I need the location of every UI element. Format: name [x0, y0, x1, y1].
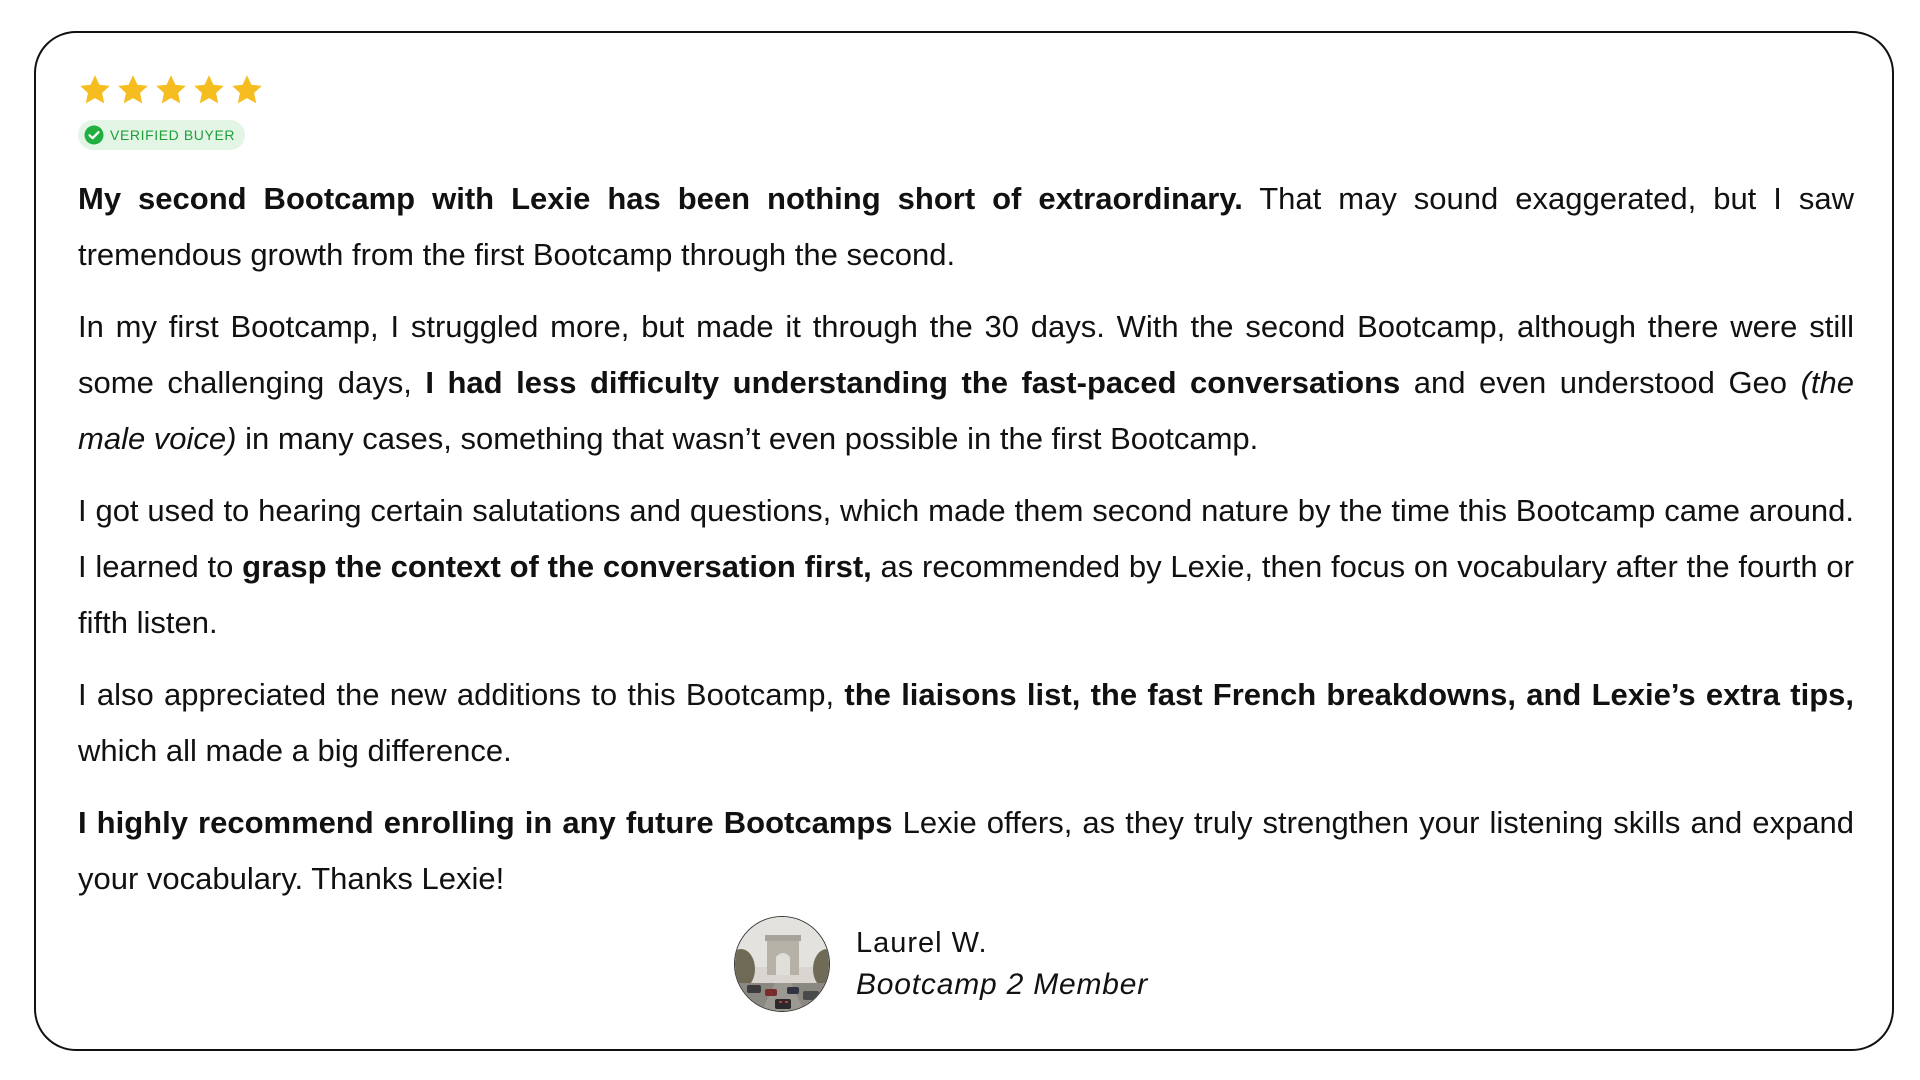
- review-text-segment: Lexie offers, as they truly strengthen your listening skills and expand your vocabulary. Thanks Lexie!: [78, 805, 1854, 896]
- arc-de-triomphe-photo: [735, 917, 830, 1012]
- review-text: [78, 171, 1854, 923]
- review-text-segment: In my first Bootcamp, I struggled more, but made it through the 30 days. With the second Bootcamp, although there were still some challenging days,: [78, 309, 1854, 400]
- review-paragraph: [78, 483, 1854, 651]
- review-text-segment: I had less difficulty understanding the fast-paced conversations: [425, 365, 1401, 400]
- review-text-segment: I also appreciated the new additions to this Bootcamp,: [78, 677, 845, 712]
- review-paragraph: [78, 171, 1854, 283]
- review-text-segment: in many cases, something that wasn’t even possible in the first Bootcamp.: [236, 421, 1259, 456]
- review-text-segment: I highly recommend enrolling in any future Bootcamps: [78, 805, 893, 840]
- review-paragraph: [78, 667, 1854, 779]
- review-text-segment: grasp the context of the conversation first,: [242, 549, 872, 584]
- author-block: [734, 916, 1148, 1012]
- review-text-segment: which all made a big difference.: [78, 733, 512, 768]
- review-text-segment: (the male voice): [78, 365, 1854, 456]
- review-text-segment: and even understood Geo: [1400, 365, 1801, 400]
- star-rating: [78, 73, 264, 107]
- star-icon: [78, 73, 112, 107]
- author-role: Bootcamp 2 Member: [856, 967, 1149, 1001]
- author-name: Laurel W.: [856, 926, 988, 959]
- avatar: [734, 916, 830, 1012]
- testimonial-card: [34, 31, 1894, 1051]
- verified-buyer-label: VERIFIED BUYER: [110, 127, 236, 143]
- review-paragraph: [78, 299, 1854, 467]
- review-text-segment: as recommended by Lexie, then focus on vocabulary after the fourth or fifth listen.: [78, 549, 1854, 640]
- star-icon: [116, 73, 150, 107]
- star-icon: [230, 73, 264, 107]
- check-circle-icon: [84, 125, 104, 145]
- review-text-segment: I got used to hearing certain salutations and questions, which made them second nature by the time this Bootcamp came around. I learned to: [78, 493, 1854, 584]
- review-text-segment: the liaisons list, the fast French breakdowns, and Lexie’s extra tips,: [844, 677, 1854, 712]
- review-text-segment: That may sound exaggerated, but I saw tremendous growth from the first Bootcamp through the second.: [78, 181, 1854, 272]
- review-text-segment: My second Bootcamp with Lexie has been nothing short of extraordinary.: [78, 181, 1243, 216]
- star-icon: [154, 73, 188, 107]
- review-paragraph: [78, 795, 1854, 907]
- verified-buyer-badge: [78, 120, 245, 150]
- star-icon: [192, 73, 226, 107]
